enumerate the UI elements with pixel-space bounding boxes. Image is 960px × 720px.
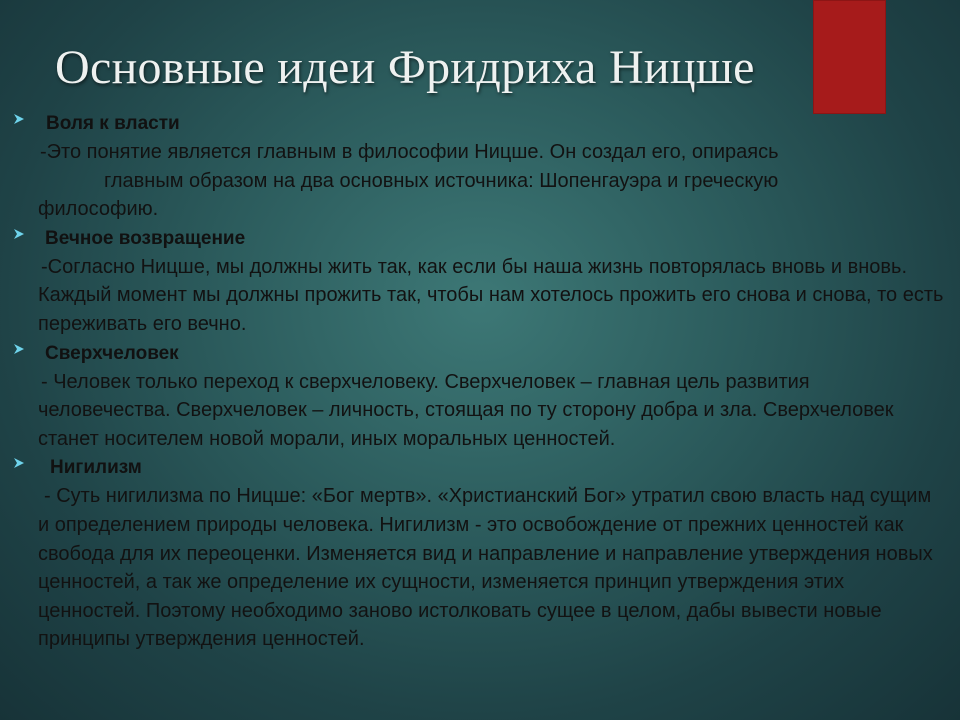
item-text-line: философию. (38, 198, 159, 221)
item-text: -Согласно Ницше, мы должны жить так, как если бы наша жизнь повторялась вновь и вновь. Каждый момент мы должны прожить так, чтобы нам хотелось прожить его снова и снова, то есть переживать его вечно. (38, 255, 944, 335)
list-item-overman (0, 339, 960, 454)
chevron-right-icon (12, 112, 26, 126)
item-text-line: -Это понятие является главным в философии Ницше. Он создал его, опираясь (40, 141, 779, 163)
list-item-eternal-return (0, 224, 960, 339)
item-heading: Вечное возвращение (45, 227, 246, 249)
chevron-right-icon (12, 342, 26, 356)
item-text: - Суть нигилизма по Ницше: «Бог мертв». «Христианский Бог» утратил свою власть над сущим и определением природы человека. Нигилизм - это освобождение от прежних ценностей как свобода для их переоценки. Изменяется вид и направление и направление утверждения новых ценностей, а так же определение их сущности, изменяется принцип утверждения этих ценностей. Поэтому необходимо заново истолковать сущее в целом, дабы вывести новые принципы утверждения ценностей. (38, 485, 933, 651)
item-text-line: главным образом на два основных источника: Шопенгауэра и греческую (104, 169, 779, 192)
list-item-will-to-power (0, 109, 960, 224)
slide-content (0, 109, 960, 654)
slide-title: Основные идеи Фридриха Ницше (55, 41, 755, 94)
item-text: - Человек только переход к сверхчеловеку. Сверхчеловек – главная цель развития человечества. Сверхчеловек – личность, стоящая по ту сторону добра и зла. Сверхчеловек станет носителем новой морали, иных моральных ценностей. (38, 370, 894, 450)
red-accent-tab (813, 0, 886, 114)
list-item-nihilism (0, 453, 960, 654)
chevron-right-icon (12, 227, 26, 241)
item-heading: Воля к власти (46, 113, 180, 134)
item-heading: Нигилизм (50, 457, 142, 479)
chevron-right-icon (12, 456, 26, 470)
item-heading: Сверхчеловек (45, 342, 179, 364)
